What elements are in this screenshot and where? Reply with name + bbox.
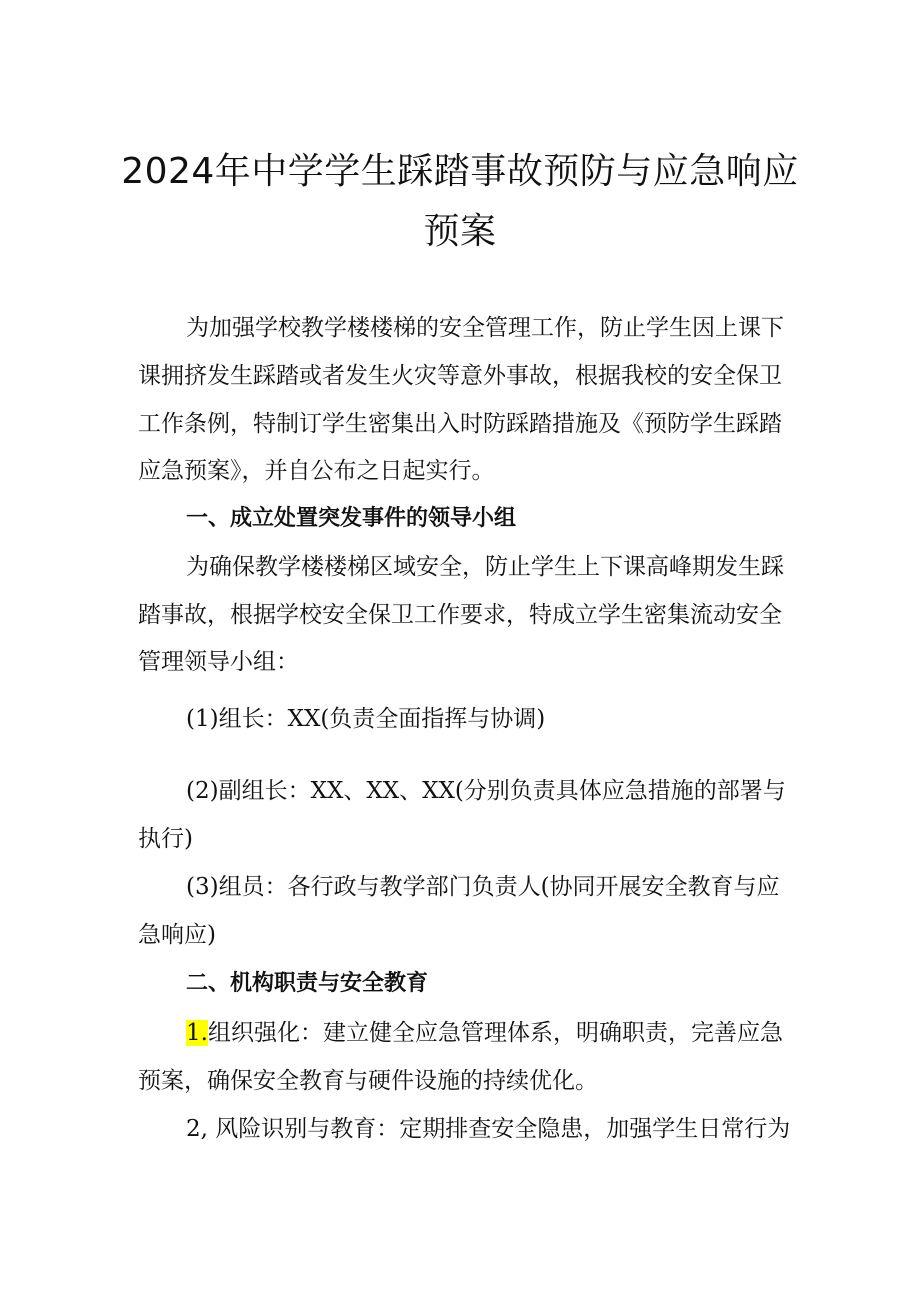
document-title-line-2: 预案: [423, 211, 497, 252]
highlighted-number: 1.: [186, 1020, 208, 1046]
point-2-line: 2, 风险识别与教育：定期排查安全隐患，加强学生日常行为: [186, 1116, 791, 1142]
point-1-text: 组织强化：建立健全应急管理体系，明确职责，完善应急: [207, 1020, 783, 1046]
deputy-leader-item: (2)副组长：XX、XX、XX(分别负责具体应急措施的部署与: [186, 778, 786, 804]
section-1-paragraph-line: 踏事故，根据学校安全保卫工作要求，特成立学生密集流动安全: [138, 602, 782, 628]
section-1-heading: 一、成立处置突发事件的领导小组: [186, 506, 517, 531]
member-item: (3)组员：各行政与教学部门负责人(协同开展安全教育与应: [186, 874, 780, 900]
document-title-line-1: 2024年中学学生踩踏事故预防与应急响应: [121, 151, 799, 192]
point-1-line: [186, 1017, 798, 1049]
intro-line: 为加强学校教学楼楼梯的安全管理工作，防止学生因上课下: [186, 315, 784, 341]
point-1-line-continued: 预案，确保安全教育与硬件设施的持续优化。: [138, 1068, 598, 1094]
section-2-heading: 二、机构职责与安全教育: [186, 971, 429, 996]
team-leader-item: (1)组长：XX(负责全面指挥与协调): [186, 706, 546, 732]
intro-line: 应急预案》，并自公布之日起实行。: [138, 458, 495, 484]
intro-line: 课拥挤发生踩踏或者发生火灾等意外事故，根据我校的安全保卫: [138, 363, 782, 389]
section-1-paragraph-line: 管理领导小组：: [138, 649, 299, 675]
section-1-paragraph-line: 为确保教学楼楼梯区域安全，防止学生上下课高峰期发生踩: [186, 554, 784, 580]
deputy-leader-item-continued: 执行): [138, 826, 193, 852]
intro-line: 工作条例，特制订学生密集出入时防踩踏措施及《预防学生踩踏: [138, 411, 782, 437]
member-item-continued: 急响应): [138, 922, 216, 948]
